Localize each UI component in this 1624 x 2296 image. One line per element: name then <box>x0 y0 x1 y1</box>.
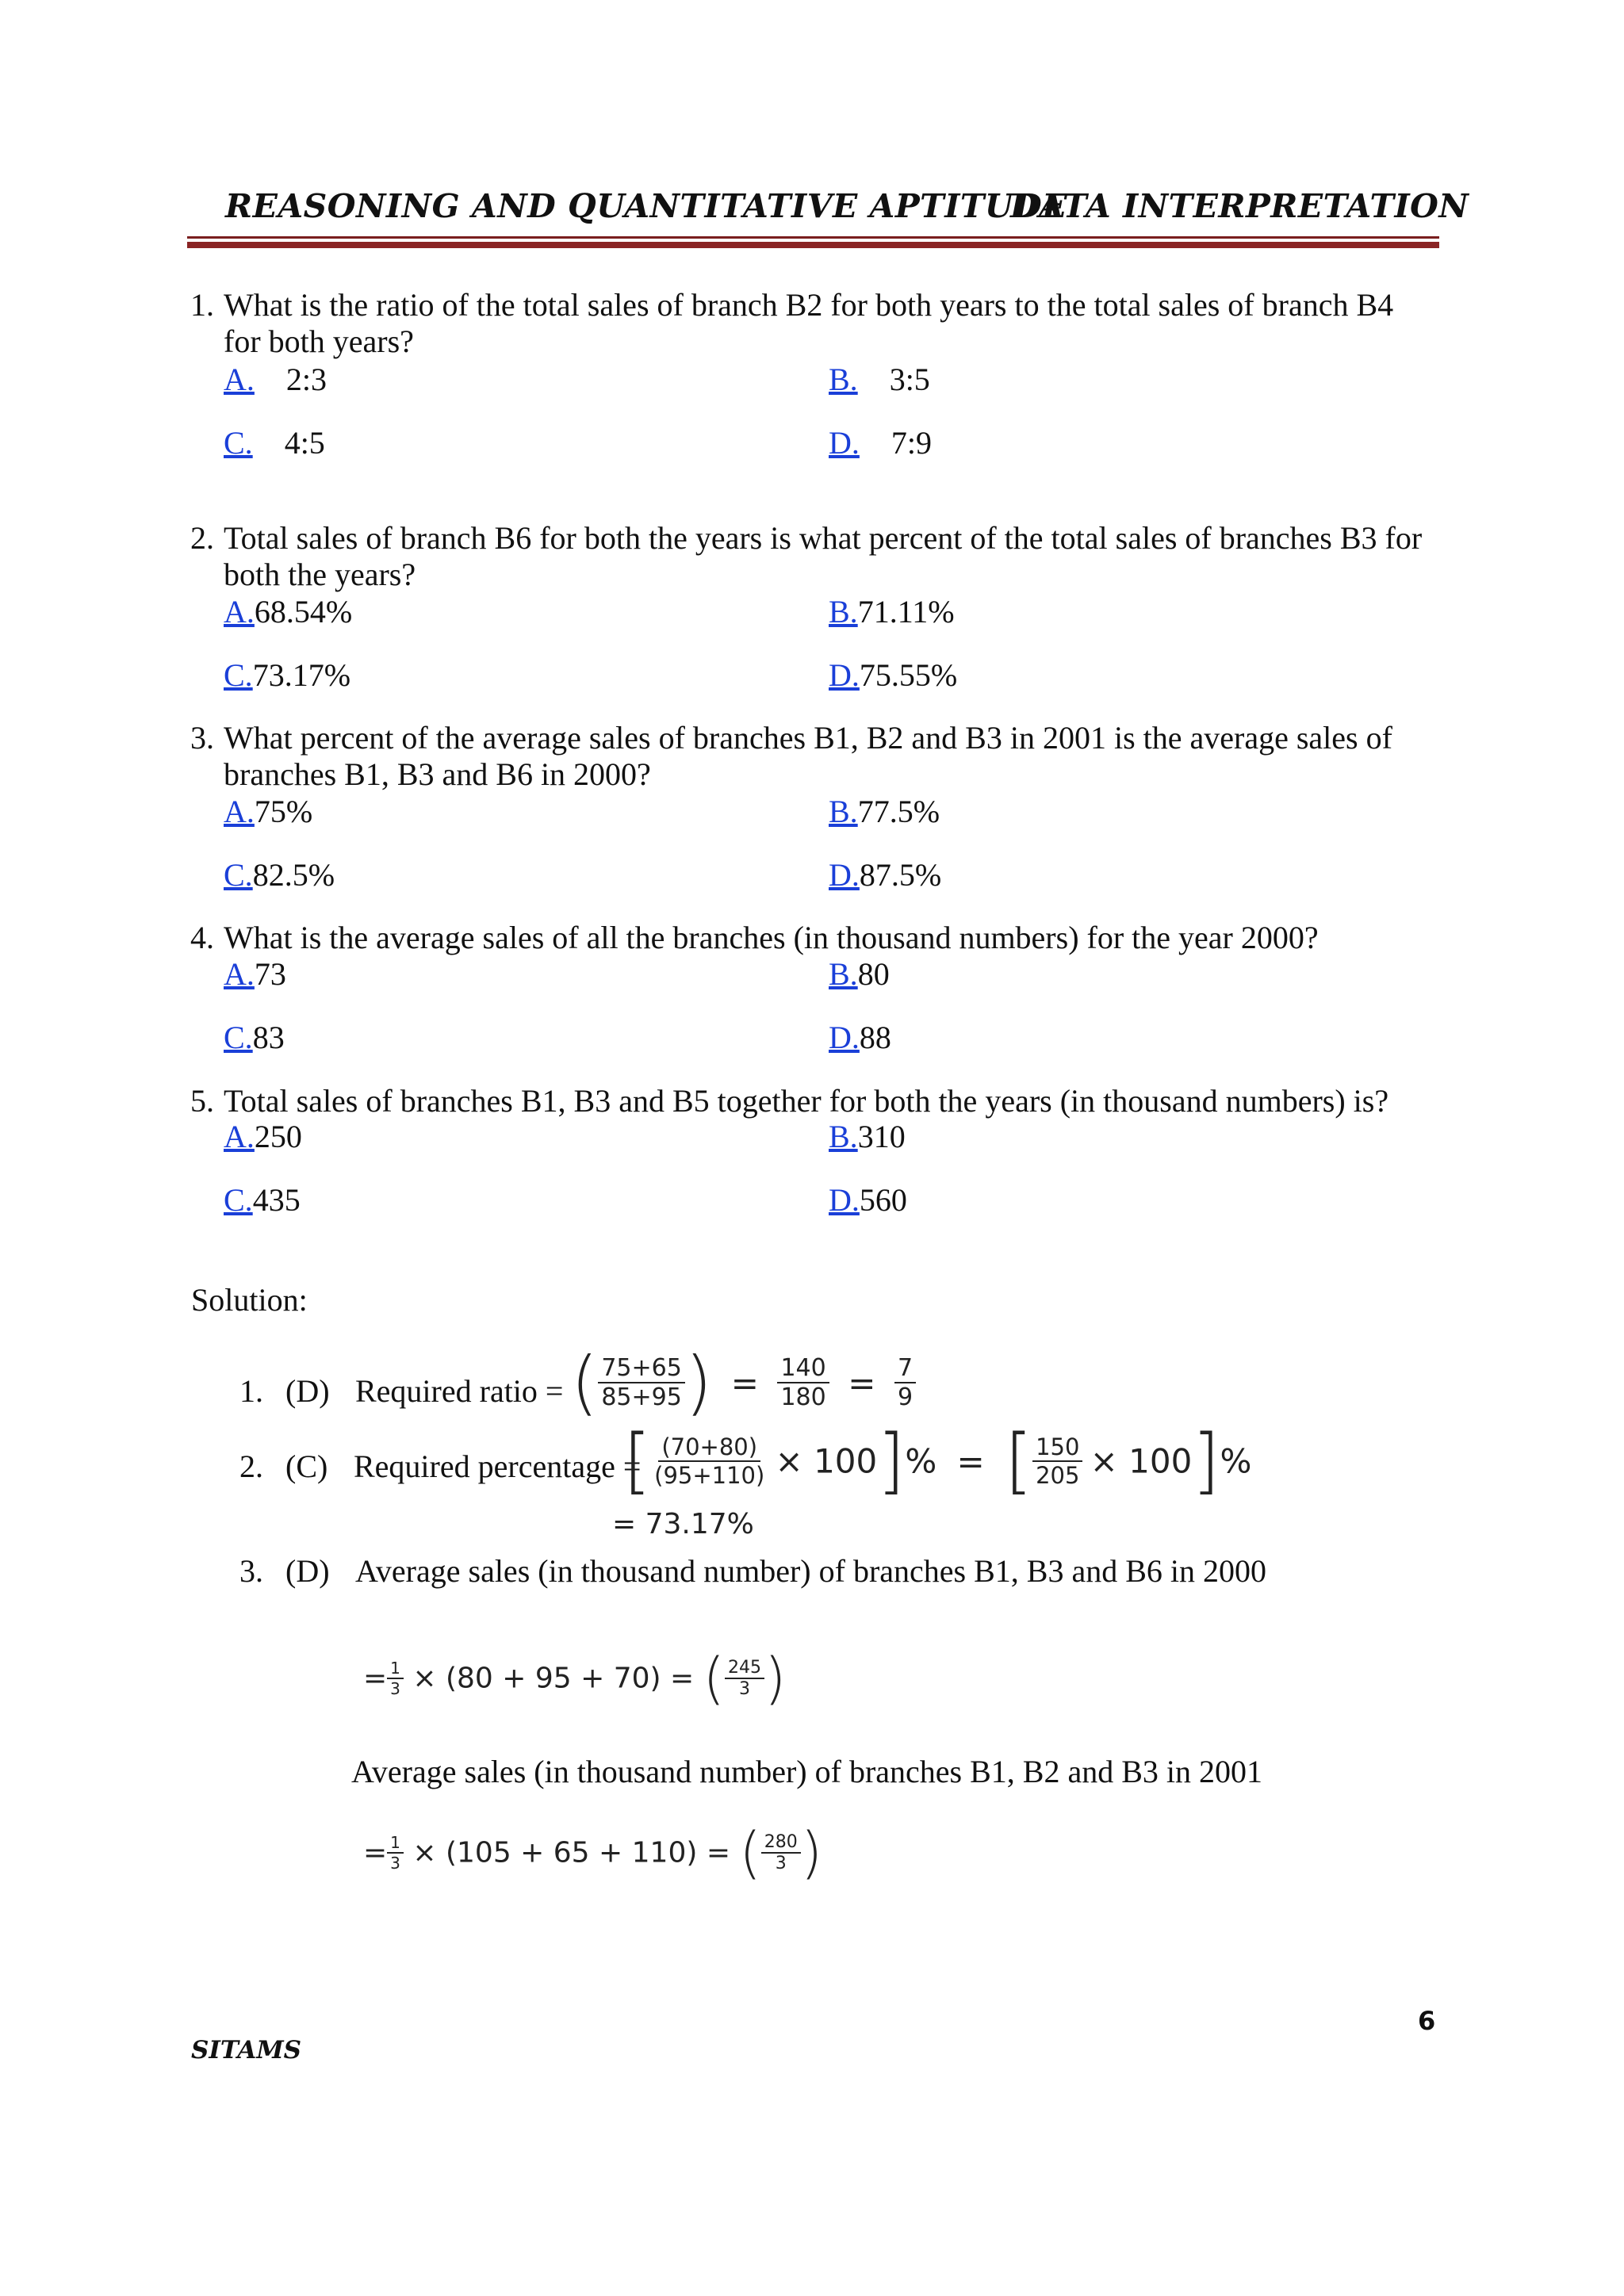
option-b[interactable] <box>829 594 955 630</box>
equals-sign: = <box>848 1363 876 1402</box>
denominator: 180 <box>780 1383 826 1411</box>
page-number: 6 <box>1418 2006 1436 2036</box>
left-paren: ( <box>739 1820 761 1885</box>
solution-2-text: Required percentage = <box>354 1448 642 1484</box>
solution-1-number: 1. <box>239 1373 263 1409</box>
equals-sign: = <box>363 1662 388 1695</box>
left-bracket: [ <box>1004 1419 1033 1502</box>
option-value: 68.54% <box>254 594 353 629</box>
option-d[interactable] <box>829 657 957 694</box>
left-paren: ( <box>703 1646 725 1711</box>
right-paren: ) <box>764 1646 787 1711</box>
header-right-title: DATA INTERPRETATION <box>1010 187 1469 225</box>
question-number: 1. <box>190 287 214 323</box>
fraction <box>387 1833 404 1873</box>
solution-3-text: Average sales (in thousand number) of branches B1, B3 and B6 in 2000 <box>355 1553 1267 1589</box>
option-label[interactable]: C. <box>224 1182 253 1218</box>
question-number: 5. <box>190 1083 214 1119</box>
option-value: 80 <box>857 956 890 992</box>
denominator: (95+110) <box>654 1462 765 1489</box>
option-label[interactable]: D. <box>829 1182 860 1218</box>
option-b[interactable] <box>829 956 890 993</box>
left-bracket: [ <box>623 1419 652 1502</box>
option-value: 310 <box>857 1119 906 1154</box>
option-value: 560 <box>859 1182 907 1218</box>
header-rule-thick <box>187 242 1439 248</box>
fraction <box>725 1658 764 1699</box>
equals-sign: = <box>956 1441 985 1481</box>
option-c[interactable] <box>224 425 325 461</box>
option-label[interactable]: D. <box>829 657 860 693</box>
expression-body: × (80 + 95 + 70) = <box>412 1662 695 1695</box>
fraction <box>1032 1433 1082 1489</box>
question-number: 2. <box>190 520 214 556</box>
solution-2-formula <box>623 1419 1252 1502</box>
option-b[interactable] <box>829 362 930 398</box>
option-label[interactable]: B. <box>829 594 858 629</box>
option-value: 2:3 <box>285 362 327 397</box>
solution-2-number: 2. <box>239 1448 263 1484</box>
question-number: 3. <box>190 720 214 756</box>
question-3 <box>190 720 1443 793</box>
percent-sign: % <box>1220 1441 1252 1481</box>
numerator: 245 <box>725 1658 764 1679</box>
option-a[interactable] <box>224 956 286 993</box>
solution-3-answer: (D) <box>285 1553 330 1589</box>
right-bracket: ] <box>877 1419 906 1502</box>
option-value: 73.17% <box>252 657 351 693</box>
footer-institution: SITAMS <box>191 2036 302 2064</box>
option-label[interactable]: A. <box>224 594 255 629</box>
option-value: 3:5 <box>889 362 930 397</box>
question-text: Total sales of branches B1, B3 and B5 together for both the years (in thousand numbers) is? <box>224 1083 1389 1119</box>
option-d[interactable] <box>829 1182 907 1219</box>
option-value: 82.5% <box>252 857 335 893</box>
option-label[interactable]: C. <box>224 857 253 893</box>
option-value: 7:9 <box>891 425 933 461</box>
option-c[interactable] <box>224 857 335 894</box>
expression-body: × (105 + 65 + 110) = <box>412 1836 730 1869</box>
fraction <box>761 1832 801 1873</box>
option-value: 73 <box>254 956 286 992</box>
option-value: 87.5% <box>859 857 942 893</box>
option-label[interactable]: B. <box>829 794 858 829</box>
question-text-cont: both the years? <box>224 557 416 592</box>
solution-2-result: = 73.17% <box>612 1508 754 1540</box>
denominator: 205 <box>1036 1462 1080 1489</box>
question-text: What is the ratio of the total sales of branch B2 for both years to the total sales of branch B4 <box>224 287 1394 323</box>
fraction <box>387 1659 404 1698</box>
denominator: 3 <box>738 1679 750 1699</box>
numerator: 280 <box>761 1832 801 1854</box>
fraction <box>894 1354 916 1411</box>
question-text-cont: branches B1, B3 and B6 in 2000? <box>224 756 651 792</box>
option-b[interactable] <box>829 794 940 830</box>
solution-1-answer: (D) <box>285 1373 330 1409</box>
numerator: 75+65 <box>598 1354 684 1383</box>
question-number: 4. <box>190 920 214 955</box>
option-label[interactable]: C. <box>224 1020 253 1055</box>
option-d[interactable] <box>829 857 941 894</box>
option-label[interactable]: C. <box>224 657 253 693</box>
question-text: Total sales of branch B6 for both the years is what percent of the total sales of branches B3 for <box>224 520 1423 556</box>
solution-heading: Solution: <box>191 1282 308 1318</box>
option-c[interactable] <box>224 657 350 694</box>
option-label[interactable]: C. <box>224 425 253 461</box>
option-c[interactable] <box>224 1182 301 1219</box>
question-5 <box>190 1083 1443 1119</box>
option-a[interactable] <box>224 1119 302 1155</box>
multiply-hundred: × 100 <box>775 1441 878 1481</box>
option-value: 71.11% <box>857 594 955 629</box>
option-b[interactable] <box>829 1119 906 1155</box>
question-4 <box>190 920 1443 956</box>
numerator: 1 <box>387 1659 404 1679</box>
fraction <box>651 1433 768 1489</box>
option-a[interactable] <box>224 794 312 830</box>
right-bracket: ] <box>1192 1419 1220 1502</box>
option-label[interactable]: D. <box>829 1020 860 1055</box>
option-c[interactable] <box>224 1020 285 1056</box>
option-label[interactable]: A. <box>224 1119 255 1154</box>
option-label[interactable]: B. <box>829 1119 858 1154</box>
denominator: 3 <box>390 1854 400 1873</box>
numerator: 140 <box>777 1354 829 1383</box>
right-paren: ) <box>800 1820 823 1885</box>
solution-2-answer: (C) <box>285 1448 328 1484</box>
equals-sign: = <box>730 1363 759 1402</box>
numerator: 1 <box>387 1833 404 1854</box>
option-label[interactable]: A. <box>224 956 255 992</box>
header-rule-thin <box>187 236 1439 239</box>
solution-3-text-2: Average sales (in thousand number) of branches B1, B2 and B3 in 2001 <box>351 1754 1263 1789</box>
solution-1-text: Required ratio = <box>355 1373 564 1409</box>
option-label[interactable]: B. <box>829 956 858 992</box>
multiply-hundred: × 100 <box>1090 1441 1193 1481</box>
option-value: 88 <box>859 1020 891 1055</box>
denominator: 3 <box>390 1679 400 1698</box>
right-paren: ) <box>684 1341 713 1423</box>
question-text-cont: for both years? <box>224 323 414 359</box>
question-text: What percent of the average sales of branches B1, B2 and B3 in 2001 is the average sales of <box>224 720 1392 756</box>
fraction <box>777 1354 829 1411</box>
question-2 <box>190 520 1443 593</box>
question-1 <box>190 287 1443 360</box>
solution-3-number: 3. <box>239 1553 263 1589</box>
option-label[interactable]: B. <box>829 362 858 397</box>
header-left-title: REASONING AND QUANTITATIVE APTITUDE <box>225 187 1067 225</box>
option-value: 83 <box>252 1020 285 1055</box>
option-label[interactable]: A. <box>224 794 255 829</box>
question-text: What is the average sales of all the branches (in thousand numbers) for the year 2000? <box>224 920 1319 955</box>
option-value: 250 <box>254 1119 302 1154</box>
option-value: 75.55% <box>859 657 958 693</box>
numerator: 150 <box>1032 1433 1082 1462</box>
numerator: (70+80) <box>658 1433 760 1462</box>
option-label[interactable]: D. <box>829 857 860 893</box>
solution-3-expression-2 <box>363 1820 823 1885</box>
solution-3-expression-1 <box>363 1646 787 1711</box>
denominator: 9 <box>898 1383 914 1411</box>
option-value: 435 <box>252 1182 301 1218</box>
option-value: 77.5% <box>857 794 940 829</box>
option-label[interactable]: D. <box>829 425 860 461</box>
fraction <box>598 1354 684 1411</box>
equals-sign: = <box>363 1836 388 1869</box>
option-d[interactable] <box>829 425 932 461</box>
solution-1-formula <box>571 1341 916 1423</box>
percent-sign: % <box>905 1441 937 1481</box>
option-value: 4:5 <box>284 425 325 461</box>
left-paren: ( <box>571 1341 599 1423</box>
option-label[interactable]: A. <box>224 362 255 397</box>
option-d[interactable] <box>829 1020 891 1056</box>
numerator: 7 <box>894 1354 916 1383</box>
denominator: 85+95 <box>601 1383 682 1411</box>
option-a[interactable] <box>224 362 327 398</box>
option-a[interactable] <box>224 594 352 630</box>
denominator: 3 <box>775 1854 787 1873</box>
option-value: 75% <box>254 794 313 829</box>
